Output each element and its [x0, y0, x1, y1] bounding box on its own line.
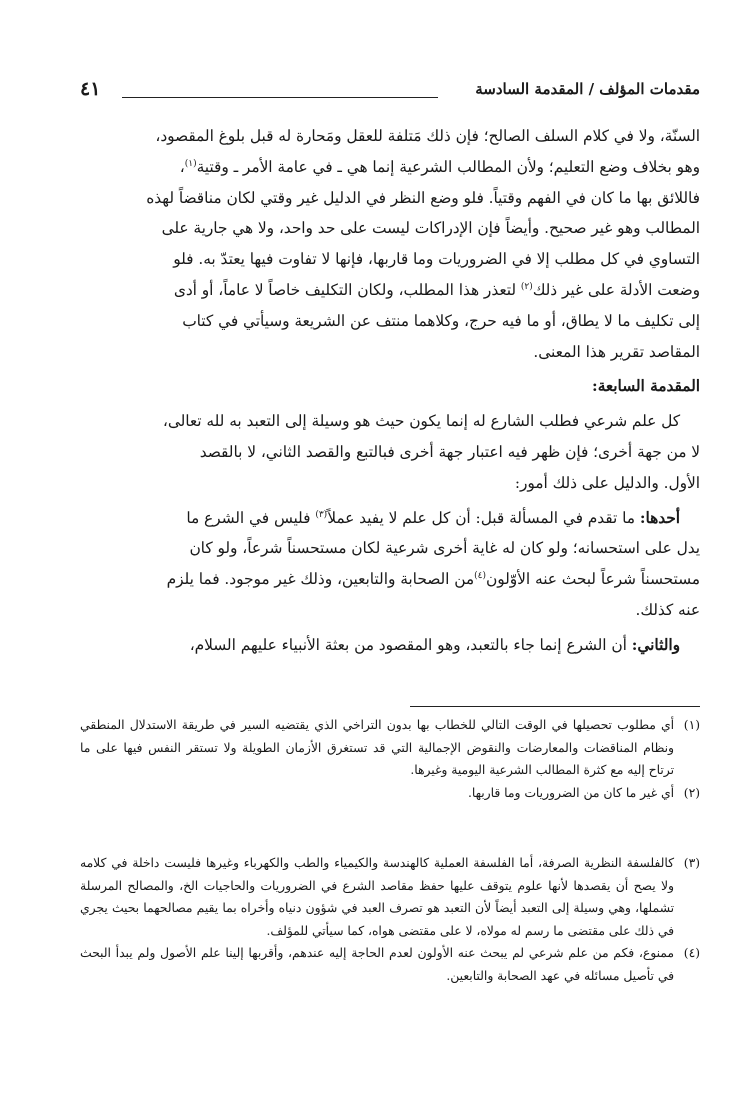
enumeration-label: والثاني:	[631, 635, 680, 654]
body-line	[80, 564, 700, 595]
main-text	[80, 121, 700, 661]
body-line	[80, 503, 700, 534]
book-page	[80, 0, 700, 1104]
body-line	[80, 275, 700, 306]
footnote-text: ممنوع، فكم من علم شرعي لم يبحث عنه الأولون لعدم الحاجة إليه عندهم، وأقربها إلينا علم الأصول ولم يبدأ البحث في تأصيل مسائله في عهد الصحابة والتابعين.	[80, 946, 674, 983]
body-text-span: وضعت الأدلة على غير ذلك	[532, 280, 700, 299]
body-text-span: فليس في الشرع ما	[186, 508, 316, 527]
footnote-ref[interactable]: (٤)	[474, 571, 486, 582]
page-number: ٤١	[80, 78, 101, 100]
body-line: المطالب وهو غير صحيح. وأيضاً فإن الإدراكات ليست على حد واحد، ولا هي جارية على	[161, 219, 700, 238]
enumeration-label: أحدها:	[639, 508, 680, 527]
body-line: الأول. والدليل على ذلك أمور:	[514, 473, 700, 492]
footnote-ref[interactable]: (١)	[184, 158, 197, 169]
footnote-ref[interactable]: (٣)	[315, 509, 328, 520]
body-line: السنّة، ولا في كلام السلف الصالح؛ فإن ذلك مَتلفة للعقل ومَحارة له قبل بلوغ المقصود،	[155, 127, 700, 145]
body-text-span: وهو بخلاف وضع التعليم؛ ولأن المطالب الشرعية إنما هي ـ في عامة الأمر ـ وقتية	[196, 157, 700, 176]
body-line	[80, 152, 700, 183]
footnote-number: (١)	[683, 718, 700, 732]
footnote-number: (٣)	[683, 856, 700, 870]
header-rule	[122, 97, 438, 98]
footnotes-lower	[80, 852, 700, 987]
body-line: إلى تكليف ما لا يطاق، أو ما فيه حرج، وكلاهما منتف عن الشريعة وسيأتي في كتاب	[182, 311, 700, 330]
header-title: مقدمات المؤلف / المقدمة السادسة	[475, 80, 700, 98]
body-line: لا من جهة أخرى؛ فإن ظهر فيه اعتبار جهة أخرى فبالتبع والقصد الثاني، لا بالقصد	[199, 442, 700, 461]
body-line: يدل على استحسانه؛ ولو كان له غاية أخرى شرعية لكان مستحسناً شرعاً، ولو كان	[189, 539, 700, 558]
footnote	[80, 714, 700, 782]
footnote-text: كالفلسفة النظرية الصرفة، أما الفلسفة العملية كالهندسة والكيمياء والطب والكهرباء وغيرها فليست داخلة في كلامه ولا يصح أن يقصدها لأنها علوم يتوقف عليها حفظ مقاصد الشرع في الضروريات والحاجيات الخ، والمصالح المرسلة تشملها، وهي وسيلة إلى التعبد أيضاً لأن التعبد هو تصرف العبد في شؤون دنياه وأخراه بما يقيم مصالحهما بحيث يجري في ذلك على مقتضى ما رسم له مولاه، لا على مقتضى هواه، كما سيأتي للمؤلف.	[80, 856, 674, 938]
body-line: التساوي في كل مطلب إلا في الضروريات وما قاربها، فإنها لا تفاوت فيها يعتدّ به. فلو	[173, 250, 700, 269]
section-heading: المقدمة السابعة:	[592, 377, 700, 396]
footnote	[80, 942, 700, 987]
body-text-span: ،	[179, 157, 185, 176]
footnote	[80, 782, 700, 805]
footnote-ref[interactable]: (٢)	[520, 281, 533, 292]
footnote-text: أي مطلوب تحصيلها في الوقت التالي للخطاب بها بدون التراخي الذي يقتضيه السير في طريقة الاستدلال المنطقي ونظام المناقضات والمعارضات والنقوض الإجمالية التي قد تستغرق الأزمان الطويلة ولا تستقر النفس فيها على ما ترتاح إليه مع كثرة المطالب الشرعية اليومية وغيرها.	[80, 718, 674, 777]
footnote-text: أي غير ما كان من الضروريات وما قاربها.	[467, 785, 674, 800]
body-text-span: لتعذر هذا المطلب، ولكان التكليف خاصاً لا عاماً، أو أدى	[173, 280, 521, 299]
footnote-number: (٤)	[683, 946, 700, 960]
footnote	[80, 852, 700, 942]
body-line: كل علم شرعي فطلب الشارع له إنما يكون حيث هو وسيلة إلى التعبد به لله تعالى،	[162, 412, 680, 431]
footnote-separator	[410, 706, 700, 707]
running-header	[80, 80, 700, 108]
footnote-number: (٢)	[683, 785, 700, 800]
body-text-span: أن الشرع إنما جاء بالتعبد، وهو المقصود من بعثة الأنبياء عليهم السلام،	[189, 635, 632, 654]
body-text-span: من الصحابة والتابعين، وذلك غير موجود. فما يلزم	[166, 570, 475, 589]
body-line: عنه كذلك.	[635, 600, 700, 619]
body-text-span: مستحسناً شرعاً لبحث عنه الأوّلون	[485, 570, 700, 589]
body-text-span: ما تقدم في المسألة قبل: أن كل علم لا يفيد عملاً	[327, 508, 640, 527]
body-line	[80, 630, 700, 661]
footnotes-upper	[80, 714, 700, 804]
body-line: المقاصد تقرير هذا المعنى.	[533, 342, 700, 361]
body-line: فاللائق بها ما كان في الفهم وقتياً. فلو وضع النظر في الدليل غير وقتي لكان مناقضاً لهذه	[146, 188, 700, 207]
